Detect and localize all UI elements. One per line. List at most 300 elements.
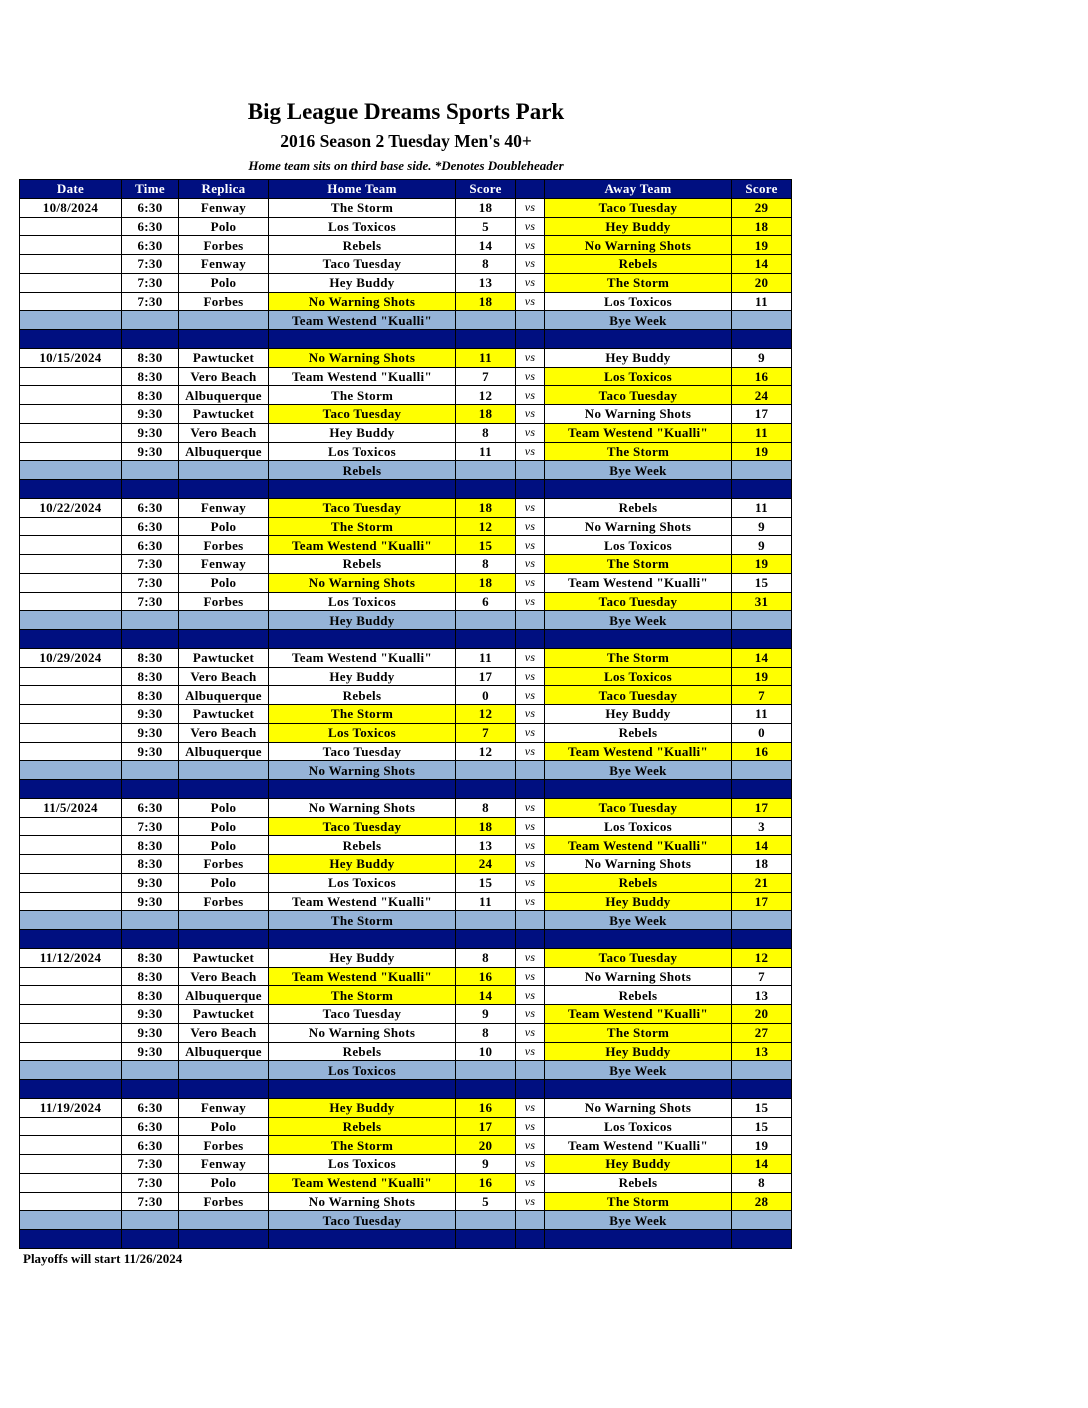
game-field: Forbes [179,892,269,911]
week-separator-row [20,330,792,349]
away-team: No Warning Shots [545,405,732,424]
separator-cell [20,780,122,799]
home-score: 16 [456,1173,516,1192]
game-time: 6:30 [122,1098,179,1117]
bye-team: Team Westend "Kualli" [269,311,456,330]
game-date [20,705,122,724]
game-field: Forbes [179,292,269,311]
away-team: Taco Tuesday [545,592,732,611]
game-time: 8:30 [122,667,179,686]
game-time: 6:30 [122,536,179,555]
col-time: Time [122,180,179,199]
separator-cell [20,1080,122,1099]
away-score: 9 [732,348,792,367]
vs-label: vs [516,367,545,386]
game-time: 7:30 [122,555,179,574]
game-row [20,686,792,705]
home-score: 8 [456,1023,516,1042]
separator-cell [20,630,122,649]
home-team: Rebels [269,555,456,574]
game-field: Vero Beach [179,967,269,986]
game-field: Vero Beach [179,423,269,442]
game-row [20,198,792,217]
game-field: Forbes [179,1136,269,1155]
home-team: Taco Tuesday [269,255,456,274]
game-time: 7:30 [122,1155,179,1174]
game-date [20,255,122,274]
away-team: No Warning Shots [545,236,732,255]
bye-team: The Storm [269,911,456,930]
bye-label: Bye Week [545,761,732,780]
home-score: 8 [456,555,516,574]
game-field: Albuquerque [179,1042,269,1061]
bye-empty [732,1061,792,1080]
bye-empty [179,611,269,630]
separator-cell [179,1080,269,1099]
game-time: 7:30 [122,273,179,292]
game-row [20,573,792,592]
separator-cell [20,930,122,949]
away-score: 13 [732,1042,792,1061]
away-score: 11 [732,292,792,311]
bye-row [20,911,792,930]
game-row [20,367,792,386]
vs-label: vs [516,1023,545,1042]
game-field: Forbes [179,236,269,255]
away-score: 19 [732,555,792,574]
game-date [20,536,122,555]
separator-cell [545,1080,732,1099]
schedule-table [19,179,792,1249]
game-field: Fenway [179,198,269,217]
away-team: Taco Tuesday [545,686,732,705]
away-score: 14 [732,836,792,855]
separator-cell [516,1080,545,1099]
vs-label: vs [516,573,545,592]
separator-cell [122,330,179,349]
bye-empty [20,911,122,930]
away-team: Hey Buddy [545,348,732,367]
away-score: 3 [732,817,792,836]
separator-cell [456,1230,516,1249]
vs-label: vs [516,836,545,855]
home-team: Los Toxicos [269,217,456,236]
bye-empty [179,461,269,480]
game-time: 9:30 [122,1005,179,1024]
col-date: Date [20,180,122,199]
bye-empty [179,911,269,930]
separator-cell [269,780,456,799]
home-score: 16 [456,1098,516,1117]
separator-cell [269,630,456,649]
game-date: 10/22/2024 [20,498,122,517]
vs-label: vs [516,198,545,217]
home-score: 15 [456,873,516,892]
bye-row [20,1211,792,1230]
bye-empty [122,1211,179,1230]
away-team: Team Westend "Kualli" [545,1005,732,1024]
separator-cell [456,780,516,799]
home-team: Hey Buddy [269,1098,456,1117]
away-score: 31 [732,592,792,611]
week-separator-row [20,480,792,499]
home-team: Taco Tuesday [269,742,456,761]
home-team: Hey Buddy [269,948,456,967]
game-date [20,686,122,705]
bye-empty [122,1061,179,1080]
separator-cell [20,330,122,349]
game-date [20,967,122,986]
vs-label: vs [516,1155,545,1174]
home-team: No Warning Shots [269,292,456,311]
vs-label: vs [516,1042,545,1061]
home-team: No Warning Shots [269,1192,456,1211]
home-team: Hey Buddy [269,667,456,686]
game-date [20,273,122,292]
home-score: 13 [456,273,516,292]
home-score: 12 [456,742,516,761]
bye-empty [456,461,516,480]
bye-row [20,611,792,630]
vs-label: vs [516,723,545,742]
game-row [20,892,792,911]
home-score: 5 [456,1192,516,1211]
away-team: Hey Buddy [545,1042,732,1061]
bye-empty [20,311,122,330]
vs-label: vs [516,498,545,517]
game-date [20,386,122,405]
game-row [20,742,792,761]
bye-row [20,461,792,480]
game-time: 8:30 [122,948,179,967]
game-date [20,873,122,892]
game-row [20,592,792,611]
separator-cell [456,630,516,649]
away-team: Los Toxicos [545,667,732,686]
bye-empty [516,1211,545,1230]
bye-empty [456,311,516,330]
bye-empty [20,461,122,480]
away-team: Rebels [545,873,732,892]
separator-cell [269,1230,456,1249]
col-home-score: Score [456,180,516,199]
bye-empty [516,461,545,480]
home-score: 18 [456,498,516,517]
vs-label: vs [516,742,545,761]
home-team: Team Westend "Kualli" [269,1173,456,1192]
away-score: 21 [732,873,792,892]
game-date: 11/12/2024 [20,948,122,967]
col-home-team: Home Team [269,180,456,199]
vs-label: vs [516,555,545,574]
game-row [20,1042,792,1061]
game-date [20,517,122,536]
home-score: 12 [456,517,516,536]
separator-cell [20,1230,122,1249]
game-field: Pawtucket [179,705,269,724]
game-date [20,1023,122,1042]
home-score: 20 [456,1136,516,1155]
away-score: 14 [732,255,792,274]
away-team: Hey Buddy [545,892,732,911]
bye-empty [516,311,545,330]
game-row [20,1173,792,1192]
game-field: Fenway [179,555,269,574]
separator-cell [516,630,545,649]
game-time: 8:30 [122,967,179,986]
vs-label: vs [516,667,545,686]
home-score: 10 [456,1042,516,1061]
home-score: 8 [456,423,516,442]
bye-row [20,311,792,330]
separator-cell [545,330,732,349]
home-team: The Storm [269,986,456,1005]
game-field: Albuquerque [179,986,269,1005]
vs-label: vs [516,255,545,274]
game-date [20,986,122,1005]
week-separator-row [20,630,792,649]
away-team: Hey Buddy [545,1155,732,1174]
away-score: 14 [732,1155,792,1174]
vs-label: vs [516,273,545,292]
game-row [20,1023,792,1042]
vs-label: vs [516,292,545,311]
away-team: The Storm [545,1023,732,1042]
away-score: 14 [732,648,792,667]
away-score: 16 [732,367,792,386]
game-row [20,292,792,311]
game-row [20,423,792,442]
game-date [20,1005,122,1024]
away-score: 18 [732,217,792,236]
home-team: Team Westend "Kualli" [269,367,456,386]
separator-cell [122,1080,179,1099]
game-time: 8:30 [122,348,179,367]
bye-label: Bye Week [545,611,732,630]
home-score: 8 [456,255,516,274]
away-team: Los Toxicos [545,817,732,836]
home-team: Hey Buddy [269,855,456,874]
away-score: 17 [732,892,792,911]
separator-cell [179,330,269,349]
game-field: Polo [179,517,269,536]
away-score: 20 [732,1005,792,1024]
bye-label: Bye Week [545,311,732,330]
game-row [20,798,792,817]
away-team: Taco Tuesday [545,798,732,817]
away-score: 7 [732,967,792,986]
game-date [20,423,122,442]
game-date [20,892,122,911]
separator-cell [545,930,732,949]
game-row [20,986,792,1005]
bye-empty [122,611,179,630]
game-row [20,386,792,405]
game-field: Polo [179,836,269,855]
game-row [20,705,792,724]
game-date [20,1173,122,1192]
separator-cell [122,630,179,649]
bye-empty [456,911,516,930]
away-team: Los Toxicos [545,536,732,555]
separator-cell [122,1230,179,1249]
bye-row [20,761,792,780]
bye-empty [20,611,122,630]
home-team: The Storm [269,517,456,536]
game-row [20,948,792,967]
week-separator-row [20,780,792,799]
game-row [20,255,792,274]
vs-label: vs [516,817,545,836]
game-field: Fenway [179,1155,269,1174]
game-field: Polo [179,573,269,592]
game-row [20,405,792,424]
bye-empty [179,761,269,780]
game-row [20,1117,792,1136]
away-score: 15 [732,573,792,592]
vs-label: vs [516,948,545,967]
game-time: 6:30 [122,236,179,255]
away-team: The Storm [545,273,732,292]
game-row [20,555,792,574]
vs-label: vs [516,592,545,611]
home-score: 15 [456,536,516,555]
separator-cell [269,330,456,349]
home-score: 14 [456,986,516,1005]
separator-cell [456,330,516,349]
game-field: Polo [179,1173,269,1192]
home-score: 16 [456,967,516,986]
away-score: 24 [732,386,792,405]
footer-note: Playoffs will start 11/26/2024 [23,1251,183,1266]
header-row [20,180,792,199]
separator-cell [545,630,732,649]
home-team: The Storm [269,386,456,405]
game-field: Polo [179,1117,269,1136]
bye-empty [732,311,792,330]
game-field: Polo [179,217,269,236]
away-score: 18 [732,855,792,874]
game-time: 6:30 [122,1136,179,1155]
away-score: 20 [732,273,792,292]
home-score: 18 [456,198,516,217]
away-team: Rebels [545,986,732,1005]
separator-cell [545,1230,732,1249]
vs-label: vs [516,1117,545,1136]
separator-cell [269,930,456,949]
home-score: 18 [456,573,516,592]
home-score: 8 [456,798,516,817]
vs-label: vs [516,892,545,911]
col-replica: Replica [179,180,269,199]
game-row [20,723,792,742]
vs-label: vs [516,1098,545,1117]
game-field: Polo [179,798,269,817]
week-separator-row [20,1080,792,1099]
separator-cell [456,930,516,949]
away-team: Rebels [545,255,732,274]
away-team: No Warning Shots [545,967,732,986]
home-score: 11 [456,442,516,461]
home-team: Rebels [269,236,456,255]
game-field: Forbes [179,855,269,874]
bye-row [20,1061,792,1080]
game-row [20,873,792,892]
game-time: 8:30 [122,686,179,705]
game-field: Pawtucket [179,648,269,667]
game-field: Albuquerque [179,742,269,761]
game-time: 6:30 [122,1117,179,1136]
game-date: 10/15/2024 [20,348,122,367]
separator-cell [20,480,122,499]
game-field: Polo [179,273,269,292]
game-date [20,442,122,461]
separator-cell [516,330,545,349]
game-time: 9:30 [122,873,179,892]
separator-cell [269,1080,456,1099]
away-team: The Storm [545,648,732,667]
away-score: 16 [732,742,792,761]
bye-empty [20,1211,122,1230]
game-date: 11/19/2024 [20,1098,122,1117]
game-date: 11/5/2024 [20,798,122,817]
away-score: 13 [732,986,792,1005]
game-field: Fenway [179,255,269,274]
game-field: Pawtucket [179,948,269,967]
bye-empty [516,611,545,630]
game-field: Vero Beach [179,723,269,742]
game-row [20,648,792,667]
separator-cell [122,480,179,499]
vs-label: vs [516,405,545,424]
bye-empty [456,1061,516,1080]
week-separator-row [20,1230,792,1249]
game-field: Forbes [179,1192,269,1211]
home-team: Los Toxicos [269,873,456,892]
home-score: 7 [456,723,516,742]
bye-empty [20,1061,122,1080]
bye-empty [122,311,179,330]
game-time: 6:30 [122,217,179,236]
bye-empty [516,911,545,930]
home-score: 13 [456,836,516,855]
home-score: 14 [456,236,516,255]
home-team: The Storm [269,1136,456,1155]
game-date [20,405,122,424]
separator-cell [179,780,269,799]
game-time: 7:30 [122,817,179,836]
away-score: 19 [732,1136,792,1155]
home-team: Rebels [269,836,456,855]
away-team: The Storm [545,555,732,574]
game-date [20,555,122,574]
game-row [20,1136,792,1155]
separator-cell [179,930,269,949]
game-field: Albuquerque [179,386,269,405]
home-score: 11 [456,892,516,911]
game-time: 7:30 [122,592,179,611]
vs-label: vs [516,798,545,817]
col-away-score: Score [732,180,792,199]
game-date [20,742,122,761]
vs-label: vs [516,423,545,442]
separator-cell [456,1080,516,1099]
bye-empty [20,761,122,780]
game-field: Albuquerque [179,442,269,461]
game-field: Forbes [179,536,269,555]
away-team: Rebels [545,1173,732,1192]
away-score: 11 [732,705,792,724]
